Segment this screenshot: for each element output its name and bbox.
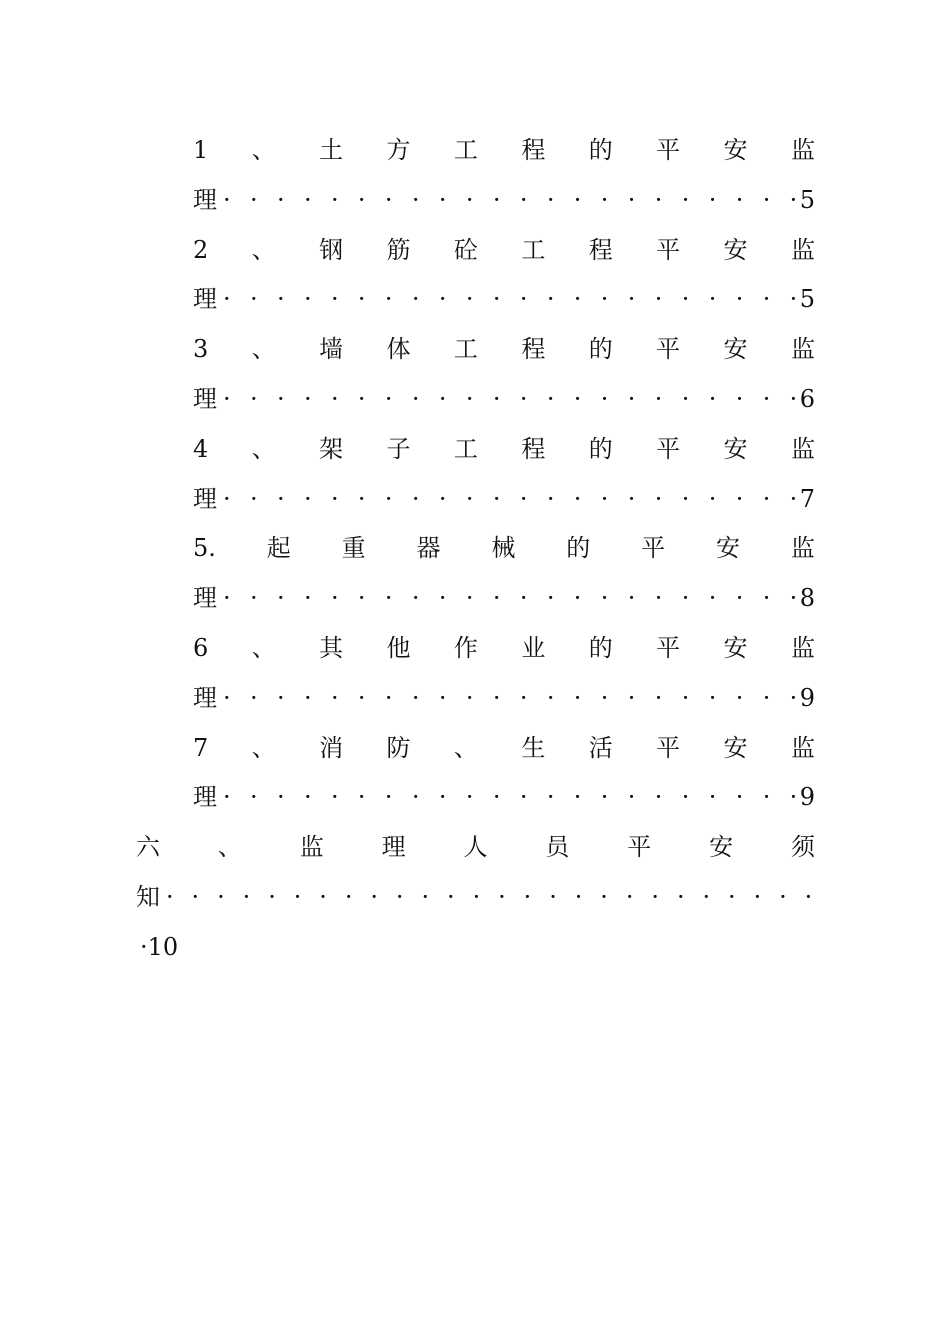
heading-continuation: 理 [193, 484, 217, 513]
leader-dot: · [330, 683, 339, 712]
leader-dot: · [276, 285, 285, 314]
leader-dot: · [249, 783, 258, 812]
dot-leader [217, 777, 800, 817]
leader-dot: · [384, 584, 393, 613]
heading-char: 工 [521, 235, 546, 264]
dot-leader [217, 379, 800, 419]
dot-leader [160, 877, 815, 917]
heading-char: 工 [453, 136, 478, 164]
leader-dot: · [735, 185, 744, 214]
leader-dot: · [223, 683, 231, 712]
leader-dot: · [438, 185, 447, 214]
heading-continuation: 知 [136, 883, 160, 911]
heading-char: 的 [588, 335, 613, 364]
leader-dot: · [519, 584, 528, 613]
heading-char: 活 [588, 733, 613, 762]
toc-item-6-leader-line[interactable] [193, 678, 815, 718]
leader-dot: · [357, 584, 366, 613]
leader-dot: · [492, 584, 501, 613]
heading-char: 起 [266, 534, 291, 563]
heading-char: 、 [251, 634, 276, 662]
leader-dot: · [546, 185, 555, 214]
heading-char: 程 [521, 434, 546, 463]
leader-dot: · [519, 783, 528, 812]
leader-dot: · [789, 484, 798, 513]
leader-dot: · [676, 883, 685, 911]
heading-char: 业 [521, 634, 546, 662]
leader-dot: · [472, 883, 481, 911]
leader-dot: · [681, 584, 690, 613]
leader-dot: · [804, 883, 813, 911]
leader-dot: · [357, 385, 366, 413]
leader-dot: · [573, 484, 582, 513]
heading-char: 体 [386, 335, 411, 364]
heading-continuation: 理 [193, 285, 217, 314]
heading-char: 监 [790, 733, 815, 762]
leader-dot: · [384, 484, 393, 513]
leader-dot: · [438, 385, 447, 413]
leader-dot: · [191, 883, 200, 911]
leader-dot: · [708, 185, 717, 214]
heading-char: 平 [656, 235, 681, 264]
page-number: 5 [799, 285, 815, 314]
leader-dot: · [465, 185, 474, 214]
heading-char: 安 [723, 733, 748, 762]
leader-dot: · [411, 385, 420, 413]
leader-dot: · [702, 883, 711, 911]
heading-char: 工 [453, 434, 478, 463]
leader-dot: · [681, 185, 690, 214]
leader-dot: · [600, 285, 609, 314]
heading-char: 作 [453, 634, 478, 662]
leader-dot: · [546, 285, 555, 314]
leader-dot: · [357, 783, 366, 812]
leader-dot: · [447, 883, 455, 911]
leader-dot: · [303, 783, 312, 812]
leader-dot: · [330, 385, 339, 413]
toc-item-2-leader-line[interactable] [193, 279, 815, 319]
leader-dot: · [276, 683, 285, 712]
leader-dot: · [523, 883, 532, 911]
heading-char: 程 [521, 335, 546, 364]
heading-char: 他 [386, 634, 411, 662]
leader-dot: · [384, 783, 393, 812]
page-number: ·10 [140, 932, 179, 961]
heading-char: 3 [193, 335, 209, 364]
leader-dot: · [357, 484, 366, 513]
leader-dot: · [789, 185, 798, 214]
heading-char: 六 [136, 833, 160, 862]
leader-dot: · [728, 883, 736, 911]
leader-dot: · [735, 484, 744, 513]
leader-dot: · [303, 484, 312, 513]
leader-dot: · [303, 285, 312, 314]
leader-dot: · [600, 185, 609, 214]
leader-dot: · [708, 783, 717, 812]
leader-dot: · [573, 385, 582, 413]
leader-dot: · [779, 883, 787, 911]
leader-dot: · [438, 683, 447, 712]
leader-dot: · [330, 783, 339, 812]
leader-dot: · [600, 883, 608, 911]
toc-section-6-leader-line[interactable] [136, 877, 815, 917]
heading-char: 、 [251, 235, 276, 264]
leader-dot: · [465, 285, 474, 314]
dot-leader [217, 578, 800, 618]
heading-char: 器 [416, 534, 441, 563]
leader-dot: · [600, 683, 609, 712]
toc-item-5-leader-line[interactable] [193, 578, 815, 618]
leader-dot: · [789, 683, 798, 712]
leader-dot: · [249, 285, 258, 314]
leader-dot: · [753, 883, 762, 911]
leader-dot: · [681, 285, 690, 314]
dot-leader [217, 678, 800, 718]
leader-dot: · [330, 285, 339, 314]
leader-dot: · [789, 584, 798, 613]
heading-char: 、 [453, 733, 478, 762]
leader-dot: · [276, 484, 285, 513]
toc-item-7-leader-line[interactable] [193, 777, 815, 817]
leader-dot: · [303, 185, 312, 214]
leader-dot: · [654, 484, 663, 513]
leader-dot: · [546, 484, 555, 513]
leader-dot: · [303, 683, 312, 712]
heading-char: 方 [386, 136, 411, 164]
leader-dot: · [600, 484, 609, 513]
leader-dot: · [573, 683, 582, 712]
leader-dot: · [681, 484, 690, 513]
leader-dot: · [438, 783, 447, 812]
heading-char: 砼 [453, 235, 478, 264]
leader-dot: · [681, 385, 690, 413]
leader-dot: · [762, 185, 771, 214]
leader-dot: · [223, 385, 231, 413]
heading-char: 墙 [319, 335, 344, 364]
leader-dot: · [276, 584, 285, 613]
leader-dot: · [217, 883, 225, 911]
heading-char: 监 [790, 434, 815, 463]
leader-dot: · [573, 285, 582, 314]
leader-dot: · [249, 185, 258, 214]
heading-continuation: 理 [193, 783, 217, 812]
leader-dot: · [762, 683, 771, 712]
page-number: 5 [799, 185, 815, 214]
heading-char: 4 [193, 434, 209, 463]
leader-dot: · [223, 584, 231, 613]
toc-item-3-leader-line[interactable] [193, 379, 815, 419]
page-number: 9 [799, 783, 815, 812]
leader-dot: · [330, 185, 339, 214]
leader-dot: · [573, 783, 582, 812]
heading-char: 安 [723, 136, 748, 164]
toc-item-6-heading[interactable] [193, 628, 815, 668]
leader-dot: · [546, 385, 555, 413]
heading-continuation: 理 [193, 385, 217, 413]
heading-char: 7 [193, 733, 209, 762]
leader-dot: · [276, 185, 285, 214]
leader-dot: · [789, 783, 798, 812]
leader-dot: · [708, 484, 717, 513]
heading-char: 平 [656, 136, 681, 164]
toc-item-4-heading[interactable] [193, 429, 815, 469]
heading-char: 平 [656, 335, 681, 364]
leader-dot: · [681, 683, 690, 712]
leader-dot: · [492, 185, 501, 214]
heading-char: 平 [656, 733, 681, 762]
toc-item-4-leader-line[interactable] [193, 479, 815, 519]
leader-dot: · [370, 883, 379, 911]
leader-dot: · [411, 584, 420, 613]
leader-dot: · [573, 185, 582, 214]
leader-dot: · [438, 285, 447, 314]
heading-char: 筋 [386, 235, 411, 264]
leader-dot: · [681, 783, 690, 812]
leader-dot: · [293, 883, 302, 911]
heading-char: 工 [453, 335, 478, 364]
heading-char: 的 [588, 434, 613, 463]
heading-char: 安 [723, 434, 748, 463]
heading-char: 须 [791, 833, 815, 862]
leader-dot: · [735, 385, 744, 413]
heading-char: 监 [299, 833, 324, 862]
heading-char: 的 [566, 534, 591, 563]
leader-dot: · [492, 385, 501, 413]
leader-dot: · [242, 883, 251, 911]
leader-dot: · [438, 584, 447, 613]
heading-char: 监 [790, 634, 815, 662]
leader-dot: · [627, 385, 636, 413]
page-number: 8 [799, 584, 815, 613]
toc-item-5-heading[interactable] [193, 528, 815, 568]
heading-char: 员 [545, 833, 570, 862]
heading-char: 监 [790, 534, 815, 563]
heading-char: 程 [588, 235, 613, 264]
leader-dot: · [384, 683, 393, 712]
heading-char: 1 [193, 136, 209, 164]
leader-dot: · [498, 883, 506, 911]
leader-dot: · [384, 185, 393, 214]
heading-char: 的 [588, 634, 613, 662]
leader-dot: · [600, 385, 609, 413]
toc-item-2-heading[interactable] [193, 230, 815, 270]
leader-dot: · [519, 285, 528, 314]
page-number: 6 [799, 385, 815, 413]
leader-dot: · [223, 185, 231, 214]
leader-dot: · [384, 385, 393, 413]
leader-dot: · [276, 783, 285, 812]
leader-dot: · [344, 883, 353, 911]
leader-dot: · [465, 783, 474, 812]
leader-dot: · [411, 783, 420, 812]
heading-char: 监 [790, 235, 815, 264]
heading-char: 钢 [319, 235, 344, 264]
leader-dot: · [330, 484, 339, 513]
heading-char: 6 [193, 634, 209, 662]
leader-dot: · [708, 285, 717, 314]
heading-char: 安 [723, 235, 748, 264]
leader-dot: · [223, 783, 231, 812]
leader-dot: · [411, 484, 420, 513]
leader-dot: · [249, 683, 258, 712]
heading-char: 监 [790, 335, 815, 364]
leader-dot: · [465, 385, 474, 413]
leader-dot: · [600, 584, 609, 613]
leader-dot: · [249, 484, 258, 513]
leader-dot: · [492, 683, 501, 712]
leader-dot: · [627, 185, 636, 214]
leader-dot: · [762, 584, 771, 613]
toc-item-3-heading[interactable] [193, 329, 815, 369]
leader-dot: · [223, 484, 231, 513]
leader-dot: · [546, 584, 555, 613]
leader-dot: · [519, 385, 528, 413]
leader-dot: · [438, 484, 447, 513]
leader-dot: · [249, 385, 258, 413]
heading-char: 安 [723, 335, 748, 364]
leader-dot: · [303, 385, 312, 413]
leader-dot: · [395, 883, 404, 911]
heading-char: 、 [251, 434, 276, 463]
heading-char: 的 [588, 136, 613, 164]
leader-dot: · [319, 883, 327, 911]
leader-dot: · [708, 584, 717, 613]
leader-dot: · [735, 584, 744, 613]
leader-dot: · [357, 683, 366, 712]
heading-char: 械 [491, 534, 516, 563]
leader-dot: · [268, 883, 276, 911]
leader-dot: · [708, 683, 717, 712]
leader-dot: · [789, 385, 798, 413]
leader-dot: · [303, 584, 312, 613]
leader-dot: · [573, 584, 582, 613]
heading-char: 生 [521, 733, 546, 762]
leader-dot: · [735, 783, 744, 812]
leader-dot: · [654, 584, 663, 613]
leader-dot: · [762, 285, 771, 314]
heading-char: 平 [627, 833, 652, 862]
leader-dot: · [627, 285, 636, 314]
leader-dot: · [654, 385, 663, 413]
toc-item-1-heading[interactable] [193, 130, 815, 170]
leader-dot: · [330, 584, 339, 613]
leader-dot: · [357, 285, 366, 314]
leader-dot: · [411, 285, 420, 314]
heading-char: 理 [381, 833, 406, 862]
page-number: 7 [799, 484, 815, 513]
heading-char: 安 [723, 634, 748, 662]
leader-dot: · [574, 883, 583, 911]
leader-dot: · [627, 584, 636, 613]
leader-dot: · [627, 783, 636, 812]
heading-char: 监 [790, 136, 815, 164]
leader-dot: · [465, 484, 474, 513]
heading-char: 平 [656, 434, 681, 463]
leader-dot: · [762, 484, 771, 513]
leader-dot: · [519, 683, 528, 712]
heading-char: 平 [656, 634, 681, 662]
leader-dot: · [411, 185, 420, 214]
leader-dot: · [627, 484, 636, 513]
heading-char: 防 [386, 733, 411, 762]
toc-item-1-leader-line[interactable] [193, 180, 815, 220]
leader-dot: · [166, 883, 174, 911]
heading-char: 安 [716, 534, 741, 563]
dot-leader [217, 279, 800, 319]
leader-dot: · [627, 683, 636, 712]
leader-dot: · [654, 285, 663, 314]
leader-dot: · [465, 584, 474, 613]
dot-leader [217, 479, 800, 519]
heading-continuation: 理 [193, 185, 217, 214]
leader-dot: · [519, 185, 528, 214]
leader-dot: · [546, 783, 555, 812]
heading-char: 消 [319, 733, 344, 762]
leader-dot: · [654, 185, 663, 214]
leader-dot: · [357, 185, 366, 214]
heading-char: 5. [193, 534, 216, 563]
leader-dot: · [276, 385, 285, 413]
heading-char: 、 [251, 733, 276, 762]
toc-item-7-heading[interactable] [193, 728, 815, 768]
leader-dot: · [465, 683, 474, 712]
heading-char: 重 [341, 534, 366, 563]
heading-char: 平 [641, 534, 666, 563]
leader-dot: · [519, 484, 528, 513]
leader-dot: · [384, 285, 393, 314]
leader-dot: · [735, 285, 744, 314]
leader-dot: · [762, 783, 771, 812]
leader-dot: · [249, 584, 258, 613]
heading-char: 人 [463, 833, 488, 862]
page-number: 9 [799, 683, 815, 712]
leader-dot: · [411, 683, 420, 712]
heading-char: 、 [251, 335, 276, 364]
leader-dot: · [762, 385, 771, 413]
leader-dot: · [600, 783, 609, 812]
leader-dot: · [654, 783, 663, 812]
heading-char: 土 [319, 136, 344, 164]
leader-dot: · [625, 883, 634, 911]
leader-dot: · [735, 683, 744, 712]
heading-continuation: 理 [193, 584, 217, 613]
leader-dot: · [549, 883, 557, 911]
heading-char: 其 [319, 634, 344, 662]
heading-char: 、 [217, 833, 242, 862]
dot-leader [217, 180, 800, 220]
leader-dot: · [421, 883, 430, 911]
heading-char: 架 [319, 434, 344, 463]
leader-dot: · [654, 683, 663, 712]
toc-section-6-heading[interactable] [136, 827, 815, 867]
leader-dot: · [492, 783, 501, 812]
leader-dot: · [492, 484, 501, 513]
heading-continuation: 理 [193, 683, 217, 712]
heading-char: 子 [386, 434, 411, 463]
leader-dot: · [789, 285, 798, 314]
leader-dot: · [223, 285, 231, 314]
leader-dot: · [492, 285, 501, 314]
leader-dot: · [708, 385, 717, 413]
heading-char: 安 [709, 833, 734, 862]
heading-char: 、 [251, 136, 276, 164]
leader-dot: · [651, 883, 660, 911]
heading-char: 程 [521, 136, 546, 164]
heading-char: 2 [193, 235, 209, 264]
leader-dot: · [546, 683, 555, 712]
